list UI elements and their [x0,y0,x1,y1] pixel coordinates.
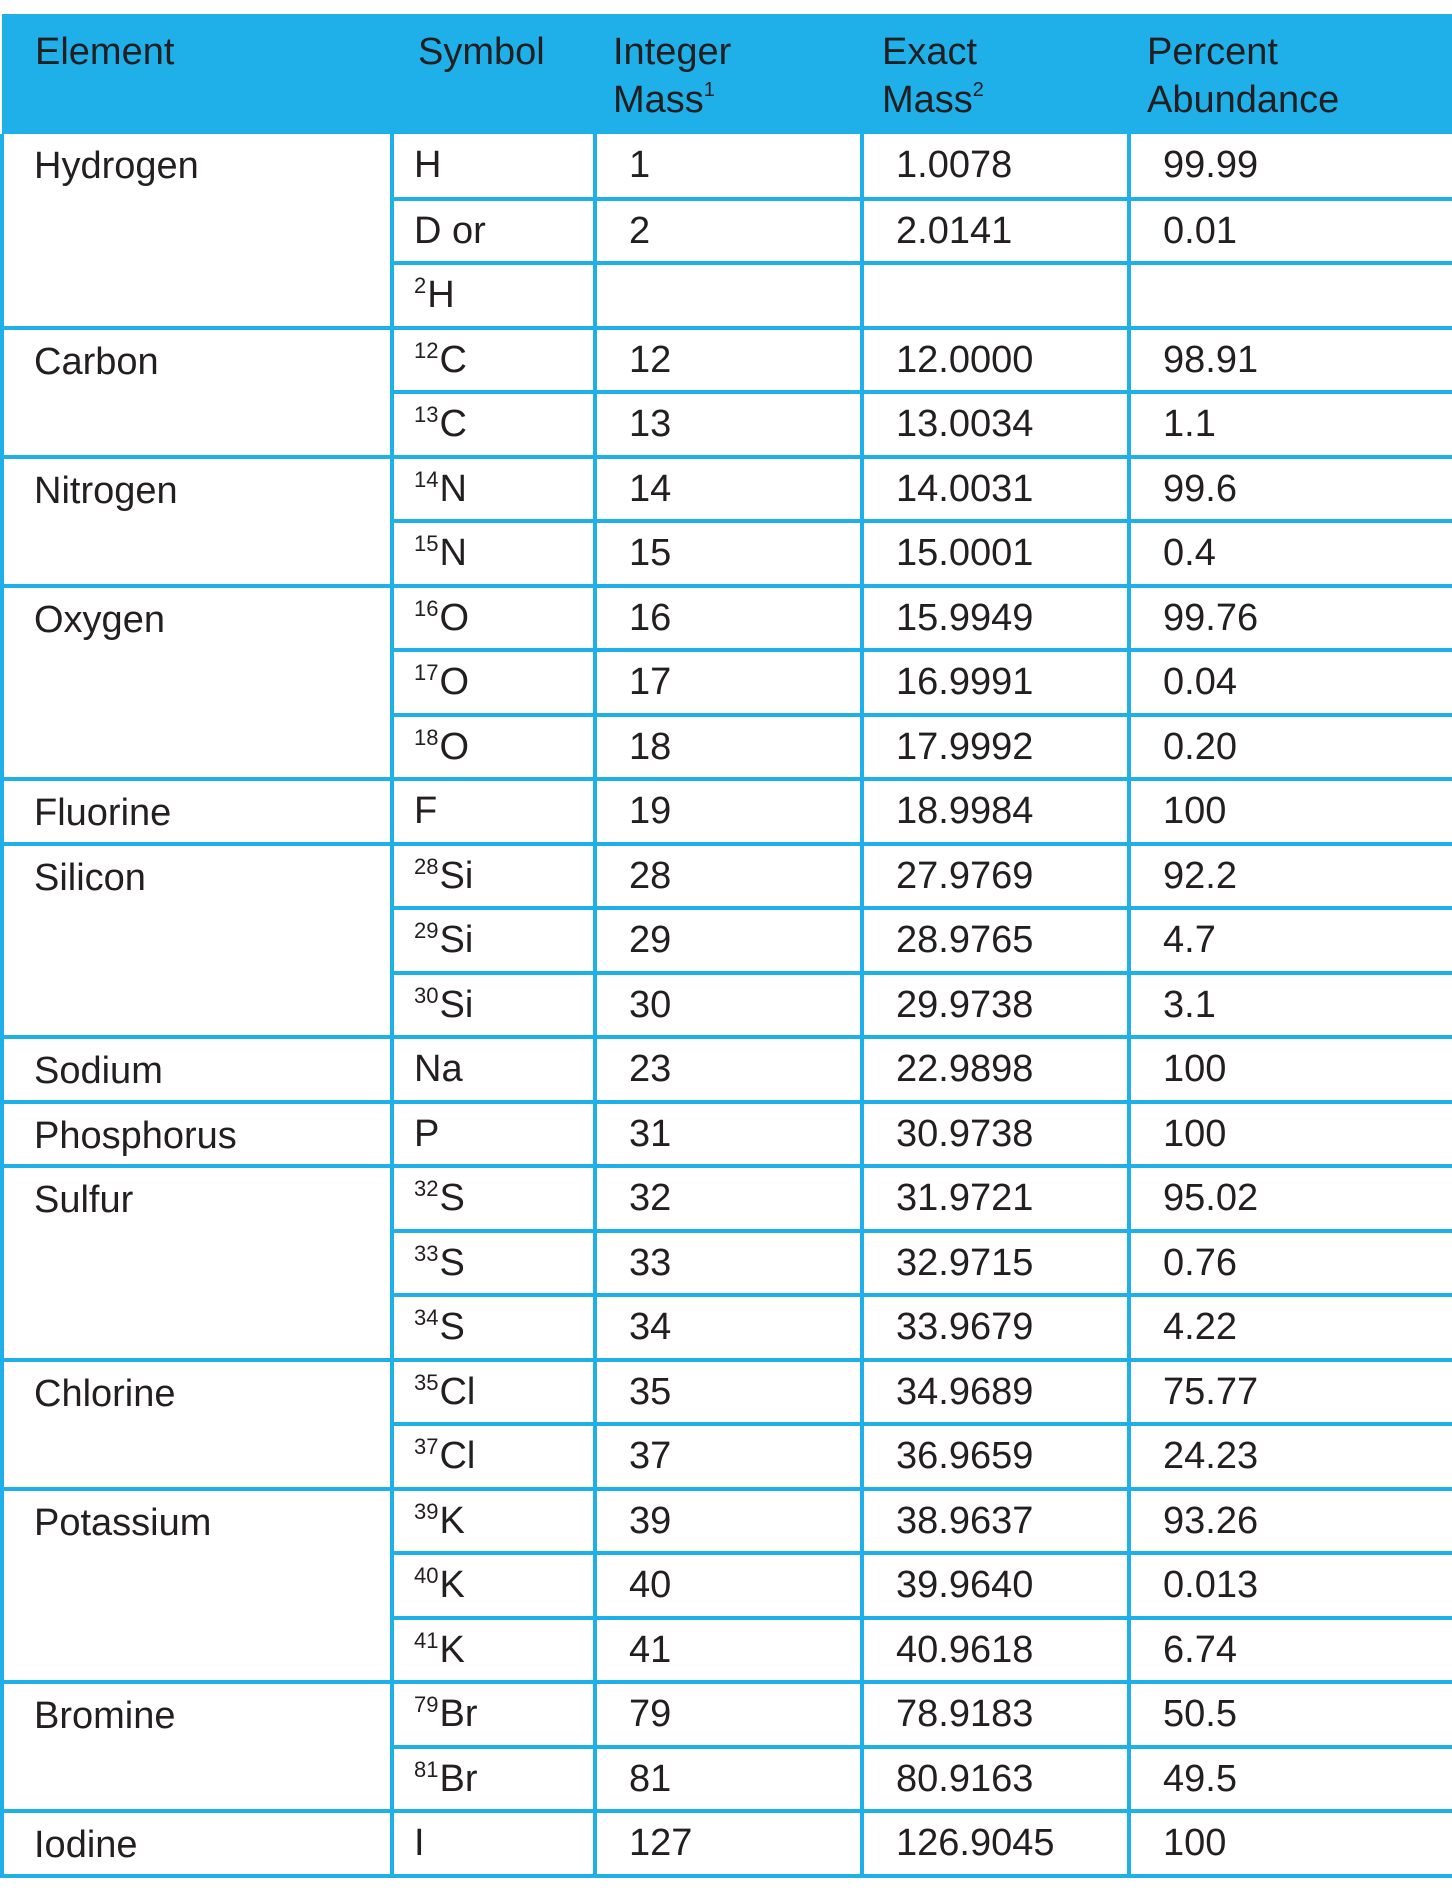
exact-mass-cell: 78.9183 [862,1682,1129,1747]
symbol-text: Si [439,919,474,962]
percent-abundance-cell: 4.22 [1129,1295,1452,1360]
exact-mass-cell: 17.9992 [862,715,1129,780]
percent-abundance-cell: 0.01 [1129,199,1452,264]
symbol-cell [392,715,595,780]
exact-mass-cell: 13.0034 [862,392,1129,457]
symbol-text: K [439,1628,465,1671]
symbol-text: S [439,1177,465,1220]
exact-mass-cell: 28.9765 [862,908,1129,973]
percent-abundance-cell [1129,263,1452,328]
percent-abundance-cell: 75.77 [1129,1360,1452,1425]
mass-number-superscript: 2 [414,273,427,299]
table-row [2,1811,1452,1876]
percent-abundance-cell: 99.99 [1129,134,1452,199]
percent-abundance-cell: 49.5 [1129,1747,1452,1812]
mass-number-superscript: 37 [414,1434,439,1460]
symbol-cell [392,1295,595,1360]
table-row [2,1102,1452,1167]
mass-number-superscript: 35 [414,1369,439,1395]
percent-abundance-cell: 0.76 [1129,1231,1452,1296]
integer-mass-cell: 35 [595,1360,862,1425]
exact-mass-cell: 2.0141 [862,199,1129,264]
symbol-cell [392,1424,595,1489]
percent-abundance-cell: 1.1 [1129,392,1452,457]
exact-mass-cell [862,263,1129,328]
integer-mass-cell: 31 [595,1102,862,1167]
exact-mass-cell: 29.9738 [862,973,1129,1038]
integer-mass-cell: 79 [595,1682,862,1747]
isotope-table [0,14,1452,1878]
symbol-cell [392,521,595,586]
percent-abundance-cell: 93.26 [1129,1489,1452,1554]
symbol-text: F [414,790,438,833]
element-name-cell: Sulfur [2,1166,392,1360]
exact-mass-cell: 27.9769 [862,844,1129,909]
mass-number-superscript: 29 [414,918,439,944]
integer-mass-cell: 12 [595,328,862,393]
integer-mass-cell: 40 [595,1553,862,1618]
symbol-text: Br [439,1693,478,1736]
exact-mass-cell: 14.0031 [862,457,1129,522]
integer-mass-cell: 23 [595,1037,862,1102]
percent-abundance-cell: 100 [1129,779,1452,844]
exact-mass-cell: 15.9949 [862,586,1129,651]
symbol-text: Si [439,854,474,897]
element-name-cell: Fluorine [2,779,392,844]
symbol-cell [392,650,595,715]
table-row [2,1489,1452,1554]
mass-number-superscript: 15 [414,531,439,557]
integer-mass-cell: 18 [595,715,862,780]
symbol-text: Si [439,983,474,1026]
exact-mass-cell: 80.9163 [862,1747,1129,1812]
integer-mass-cell: 39 [595,1489,862,1554]
integer-mass-cell: 30 [595,973,862,1038]
symbol-text: H [427,274,455,317]
table-row [2,134,1452,199]
symbol-cell [392,199,595,264]
percent-abundance-cell: 92.2 [1129,844,1452,909]
symbol-text: O [439,596,470,639]
mass-number-superscript: 39 [414,1498,439,1524]
integer-mass-cell: 17 [595,650,862,715]
percent-abundance-cell: 3.1 [1129,973,1452,1038]
mass-number-superscript: 16 [414,595,439,621]
symbol-cell [392,457,595,522]
integer-mass-cell: 33 [595,1231,862,1296]
table-row [2,1682,1452,1747]
element-name-cell: Sodium [2,1037,392,1102]
symbol-text: C [439,403,467,446]
integer-mass-cell: 34 [595,1295,862,1360]
header-element: Element [35,31,175,73]
footnote-marker: 1 [703,79,715,101]
mass-number-superscript: 41 [414,1627,439,1653]
mass-number-superscript: 81 [414,1756,439,1782]
symbol-cell [392,1682,595,1747]
exact-mass-cell: 33.9679 [862,1295,1129,1360]
percent-abundance-cell: 6.74 [1129,1618,1452,1683]
symbol-cell [392,1618,595,1683]
table-header [2,14,1452,134]
mass-number-superscript: 79 [414,1692,439,1718]
mass-number-superscript: 14 [414,466,439,492]
percent-abundance-cell: 0.20 [1129,715,1452,780]
mass-number-superscript: 34 [414,1305,439,1331]
exact-mass-cell: 15.0001 [862,521,1129,586]
table-body [2,134,1452,1876]
symbol-text: S [439,1306,465,1349]
element-name-cell: Chlorine [2,1360,392,1489]
symbol-cell [392,1037,595,1102]
integer-mass-cell: 19 [595,779,862,844]
symbol-cell [392,1489,595,1554]
symbol-cell [392,1811,595,1876]
mass-number-superscript: 32 [414,1176,439,1202]
element-name-cell: Bromine [2,1682,392,1811]
percent-abundance-cell: 100 [1129,1811,1452,1876]
element-name-cell: Hydrogen [2,134,392,328]
header-integer-mass: Integer Mass$^1$ [613,31,732,121]
exact-mass-cell: 38.9637 [862,1489,1129,1554]
exact-mass-cell: 1.0078 [862,134,1129,199]
integer-mass-cell: 37 [595,1424,862,1489]
integer-mass-cell: 41 [595,1618,862,1683]
symbol-text: Cl [439,1370,476,1413]
symbol-cell [392,1166,595,1231]
percent-abundance-cell: 100 [1129,1037,1452,1102]
mass-number-superscript: 12 [414,337,439,363]
exact-mass-cell: 36.9659 [862,1424,1129,1489]
symbol-cell [392,908,595,973]
symbol-text: K [439,1564,465,1607]
symbol-text: N [439,467,467,510]
symbol-cell [392,586,595,651]
integer-mass-cell: 13 [595,392,862,457]
integer-mass-cell: 127 [595,1811,862,1876]
integer-mass-cell: 28 [595,844,862,909]
exact-mass-cell: 30.9738 [862,1102,1129,1167]
symbol-text: N [439,532,467,575]
symbol-text: I [414,1822,425,1865]
symbol-text: D or [414,209,486,252]
percent-abundance-cell: 24.23 [1129,1424,1452,1489]
mass-number-superscript: 13 [414,402,439,428]
integer-mass-cell: 32 [595,1166,862,1231]
integer-mass-cell: 14 [595,457,862,522]
exact-mass-cell: 12.0000 [862,328,1129,393]
header-row [2,14,1452,134]
integer-mass-cell: 29 [595,908,862,973]
element-name-cell: Silicon [2,844,392,1038]
header-percent-abundance: Percent Abundance [1147,31,1340,121]
symbol-cell [392,134,595,199]
symbol-cell [392,1102,595,1167]
symbol-text: P [414,1112,440,1155]
symbol-text: Br [439,1757,478,1800]
table-row [2,457,1452,522]
symbol-cell [392,973,595,1038]
element-name-cell: Phosphorus [2,1102,392,1167]
header-symbol: Symbol [418,31,545,73]
mass-number-superscript: 40 [414,1563,439,1589]
symbol-cell [392,779,595,844]
mass-number-superscript: 28 [414,853,439,879]
percent-abundance-cell: 99.6 [1129,457,1452,522]
symbol-text: Na [414,1048,463,1091]
exact-mass-cell: 39.9640 [862,1553,1129,1618]
mass-number-superscript: 17 [414,660,439,686]
exact-mass-cell: 126.9045 [862,1811,1129,1876]
percent-abundance-cell: 50.5 [1129,1682,1452,1747]
table-row [2,844,1452,909]
symbol-cell [392,392,595,457]
symbol-cell [392,1553,595,1618]
percent-abundance-cell: 0.013 [1129,1553,1452,1618]
integer-mass-cell: 1 [595,134,862,199]
element-name-cell: Oxygen [2,586,392,780]
exact-mass-cell: 32.9715 [862,1231,1129,1296]
element-name-cell: Nitrogen [2,457,392,586]
percent-abundance-cell: 0.04 [1129,650,1452,715]
integer-mass-cell: 16 [595,586,862,651]
symbol-cell [392,1231,595,1296]
symbol-cell [392,1747,595,1812]
symbol-text: O [439,725,470,768]
percent-abundance-cell: 4.7 [1129,908,1452,973]
percent-abundance-cell: 0.4 [1129,521,1452,586]
percent-abundance-cell: 99.76 [1129,586,1452,651]
symbol-cell [392,1360,595,1425]
element-name-cell: Carbon [2,328,392,457]
integer-mass-cell: 15 [595,521,862,586]
table-row [2,779,1452,844]
header-exact-mass: Exact Mass$^2$ [882,31,984,121]
mass-number-superscript: 18 [414,724,439,750]
table-row [2,328,1452,393]
exact-mass-cell: 34.9689 [862,1360,1129,1425]
symbol-cell [392,844,595,909]
symbol-text: C [439,338,467,381]
symbol-cell [392,263,595,328]
symbol-text: Cl [439,1435,476,1478]
percent-abundance-cell: 95.02 [1129,1166,1452,1231]
symbol-cell [392,328,595,393]
table-row [2,1166,1452,1231]
integer-mass-cell [595,263,862,328]
symbol-text: H [414,144,442,187]
isotope-table-container [0,14,1452,1878]
table-row [2,586,1452,651]
integer-mass-cell: 81 [595,1747,862,1812]
exact-mass-cell: 40.9618 [862,1618,1129,1683]
footnote-marker: 2 [972,79,984,101]
exact-mass-cell: 31.9721 [862,1166,1129,1231]
exact-mass-cell: 18.9984 [862,779,1129,844]
symbol-text: S [439,1241,465,1284]
percent-abundance-cell: 98.91 [1129,328,1452,393]
mass-number-superscript: 30 [414,982,439,1008]
integer-mass-cell: 2 [595,199,862,264]
exact-mass-cell: 22.9898 [862,1037,1129,1102]
table-row [2,1360,1452,1425]
symbol-text: O [439,661,470,704]
exact-mass-cell: 16.9991 [862,650,1129,715]
percent-abundance-cell: 100 [1129,1102,1452,1167]
mass-number-superscript: 33 [414,1240,439,1266]
table-row [2,1037,1452,1102]
element-name-cell: Iodine [2,1811,392,1876]
element-name-cell: Potassium [2,1489,392,1683]
symbol-text: K [439,1499,465,1542]
